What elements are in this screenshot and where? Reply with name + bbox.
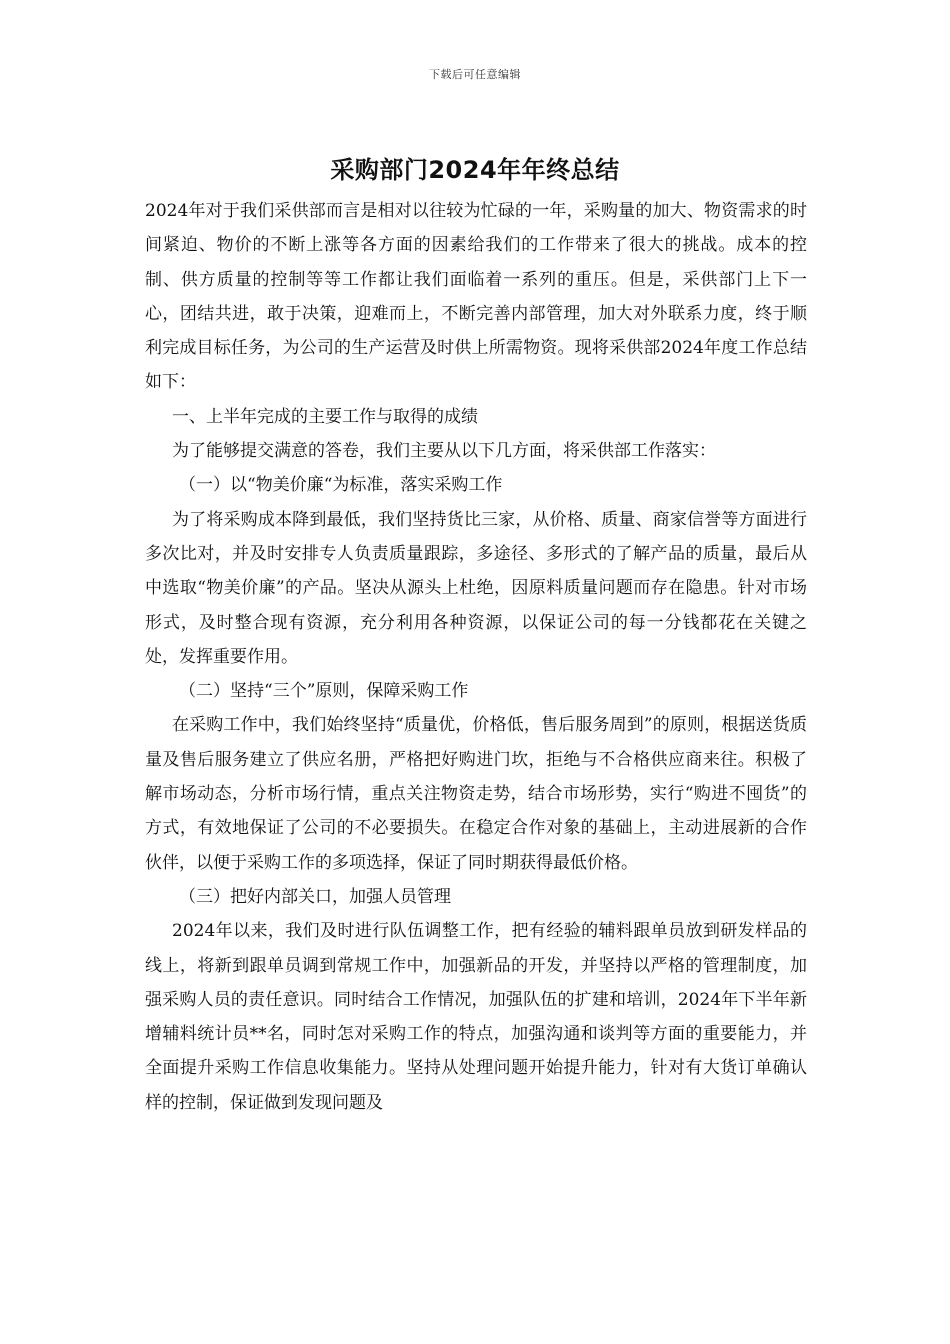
subheading-3: （三）把好内部关口，加强人员管理: [179, 886, 451, 907]
document-title: 采购部门2024年年终总结: [330, 156, 620, 184]
intro-paragraph: 2024年对于我们采供部而言是相对以往较为忙碌的一年，采购量的加大、物资需求的时间紧迫、物价的不断上涨等各方面的因素给我们的工作带来了很大的挑战。成本的控制、供方质量的控制等等工作都让我们面临着一系列的重压。但是，采供部门上下一心，团结共进，敢于决策，迎难而上，不断完善内部管理，加大对外联系力度，终于顺利完成目标任务，为公司的生产运营及时供上所需物资。现将采供部2024年度工作总结如下：: [145, 201, 807, 393]
subsection-2-paragraph: 在采购工作中，我们始终坚持“质量优，价格低，售后服务周到”的原则，根据送货质量及售后服务建立了供应名册，严格把好购进门坎，拒绝与不合格供应商来往。积极了解市场动态，分析市场行情，重点关注物资走势，结合市场形势，实行“购进不囤货”的方式，有效地保证了公司的不必要损失。在稳定合作对象的基础上，主动进展新的合作伙伴，以便于采购工作的多项选择，保证了同时期获得最低价格。: [145, 715, 807, 873]
page-header-note: 下载后可任意编辑: [429, 68, 521, 81]
section-1-intro: 为了能够提交满意的答卷，我们主要从以下几方面，将采供部工作落实：: [172, 441, 716, 462]
subheading-2: （二）坚持“三个”原则，保障采购工作: [179, 681, 469, 702]
subsection-1-paragraph: 为了将采购成本降到最低，我们坚持货比三家，从价格、质量、商家信誉等方面进行多次比对，并及时安排专人负责质量跟踪，多途径、多形式的了解产品的质量，最后从中选取“物美价廉”的产品。坚决从源头上杜绝，因原料质量问题而存在隐患。针对市场形式，及时整合现有资源，充分利用各种资源，以保证公司的每一分钱都花在关键之处，发挥重要作用。: [145, 509, 807, 667]
document-body: [145, 194, 807, 1120]
subheading-1: （一）以“物美价廉“为标准，落实采购工作: [179, 475, 503, 496]
section-heading-1: 一、上半年完成的主要工作与取得的成绩: [172, 406, 478, 427]
subsection-3-paragraph: 2024年以来，我们及时进行队伍调整工作，把有经验的辅料跟单员放到研发样品的线上，将新到跟单员调到常规工作中，加强新品的开发，并坚持以严格的管理制度，加强采购人员的责任意识。同时结合工作情况，加强队伍的扩建和培训，2024年下半年新增辅料统计员**名，同时怎对采购工作的特点，加强沟通和谈判等方面的重要能力，并全面提升采购工作信息收集能力。坚持从处理问题开始提升能力，针对有大货订单确认样的控制，保证做到发现问题及: [145, 921, 807, 1113]
